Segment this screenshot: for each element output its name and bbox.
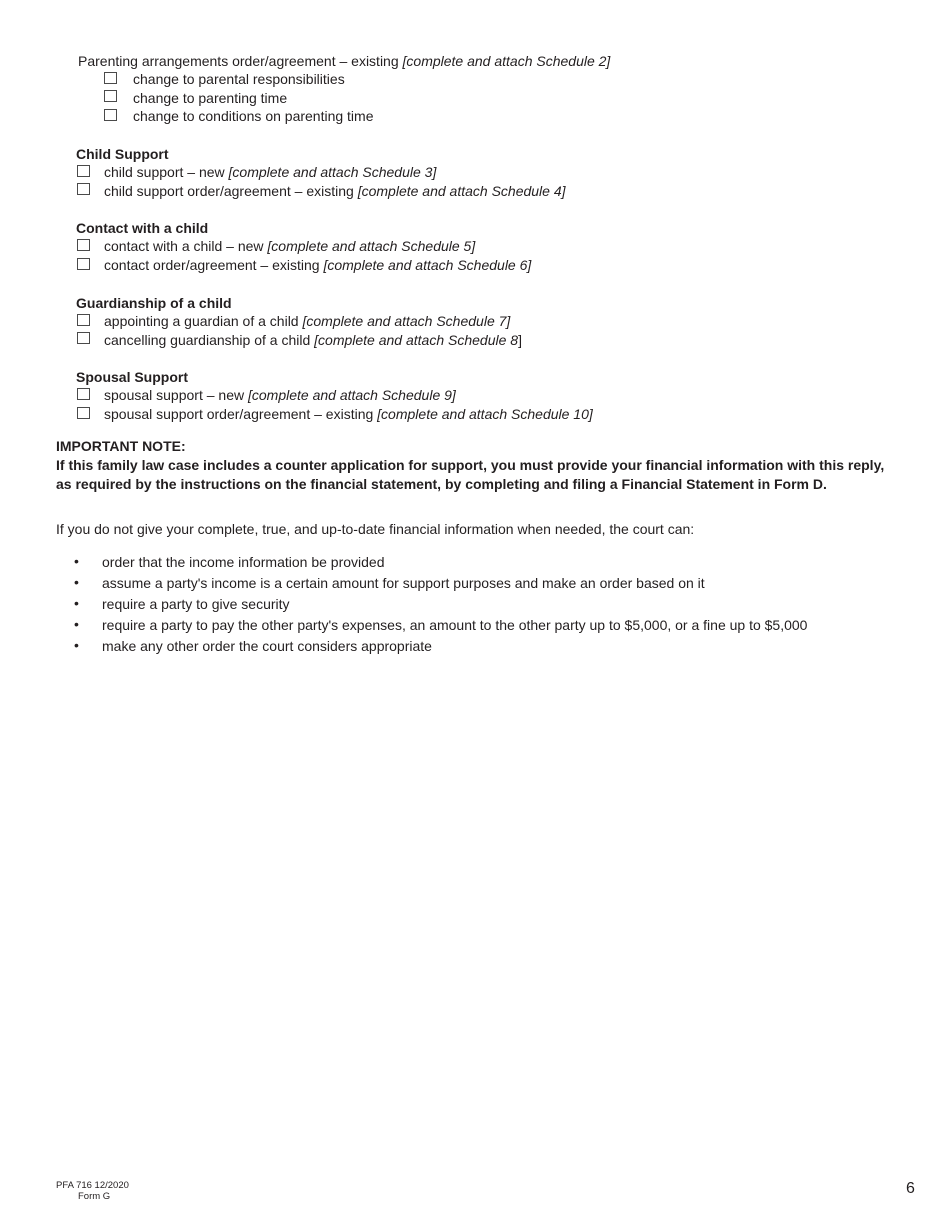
consequence-item: require a party to pay the other party's expenses, an amount to the other party up to $5,000, or a fine up to $5,000 <box>102 617 808 633</box>
important-note-heading: IMPORTANT NOTE: <box>56 438 186 454</box>
consequence-item: order that the income information be provided <box>102 554 385 570</box>
parenting-arrangements-label: Parenting arrangements order/agreement – existing [complete and attach Schedule 2] <box>78 53 611 69</box>
bullet-icon: • <box>74 616 79 632</box>
bullet-icon: • <box>74 637 79 653</box>
child-support-existing-label: child support order/agreement – existing [complete and attach Schedule 4] <box>104 183 566 199</box>
change-parenting-time-checkbox[interactable] <box>104 90 117 102</box>
appoint-guardian-checkbox[interactable] <box>77 314 90 326</box>
contact-new-label: contact with a child – new [complete and attach Schedule 5] <box>104 238 476 254</box>
appoint-guardian-label: appointing a guardian of a child [complete and attach Schedule 7] <box>104 313 511 329</box>
contact-new-checkbox[interactable] <box>77 239 90 251</box>
change-conditions-parenting-time-checkbox[interactable] <box>104 109 117 121</box>
important-note-line-2: as required by the instructions on the financial statement, by completing and filing a Financial Statement in Form D. <box>56 476 827 492</box>
cancel-guardianship-checkbox[interactable] <box>77 332 90 344</box>
important-note-line-1: If this family law case includes a counter application for support, you must provide your financial information with this reply, <box>56 457 885 473</box>
consequence-item: require a party to give security <box>102 596 290 612</box>
consequence-item: assume a party's income is a certain amount for support purposes and make an order based on it <box>102 575 705 591</box>
spousal-support-new-checkbox[interactable] <box>77 388 90 400</box>
form-name: Form G <box>78 1191 111 1202</box>
child-support-heading: Child Support <box>76 146 169 162</box>
page-number: 6 <box>906 1180 915 1197</box>
contact-existing-label: contact order/agreement – existing [complete and attach Schedule 6] <box>104 257 532 273</box>
bullet-icon: • <box>74 595 79 611</box>
child-support-existing-checkbox[interactable] <box>77 183 90 195</box>
spousal-support-existing-label: spousal support order/agreement – existing [complete and attach Schedule 10] <box>104 406 593 422</box>
bullet-icon: • <box>74 553 79 569</box>
spousal-support-existing-checkbox[interactable] <box>77 407 90 419</box>
form-code: PFA 716 12/2020 <box>56 1180 129 1191</box>
cancel-guardianship-label: cancelling guardianship of a child [complete and attach Schedule 8] <box>104 332 522 348</box>
child-support-new-label: child support – new [complete and attach Schedule 3] <box>104 164 437 180</box>
spousal-support-new-label: spousal support – new [complete and attach Schedule 9] <box>104 387 456 403</box>
contact-heading: Contact with a child <box>76 220 209 236</box>
child-support-new-checkbox[interactable] <box>77 165 90 177</box>
change-conditions-parenting-time-label: change to conditions on parenting time <box>133 108 374 124</box>
guardianship-heading: Guardianship of a child <box>76 295 232 311</box>
consequences-intro: If you do not give your complete, true, and up-to-date financial information when needed, the court can: <box>56 521 695 537</box>
contact-existing-checkbox[interactable] <box>77 258 90 270</box>
change-parenting-time-label: change to parenting time <box>133 90 288 106</box>
bullet-icon: • <box>74 574 79 590</box>
spousal-support-heading: Spousal Support <box>76 369 188 385</box>
consequence-item: make any other order the court considers appropriate <box>102 638 432 654</box>
change-parental-responsibilities-label: change to parental responsibilities <box>133 71 345 87</box>
change-parental-responsibilities-checkbox[interactable] <box>104 72 117 84</box>
